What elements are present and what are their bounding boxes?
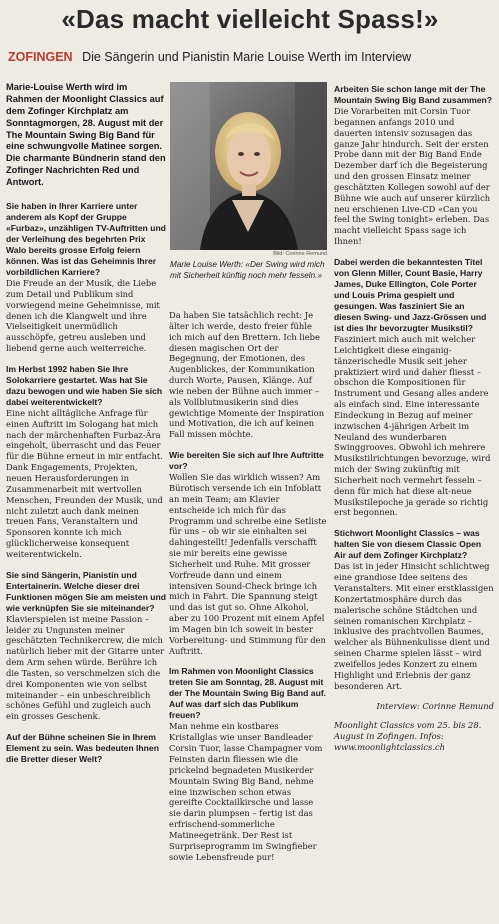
interview-signoff: Interview: Corinne Remund [376, 701, 494, 712]
kicker: ZOFINGEN [8, 50, 73, 64]
portrait-photo [170, 82, 327, 250]
answer: Eine nicht alltägliche Anfrage für einen Auftritt im Sologang hat mich nach der märchenhaften Furbaz-Ära eingeholt, überrascht und das Feuer für die Bühne erneut in mir entfacht. Dank Engagements, Projekten, neuen Herausforderungen in Zusammenarbeit mit wertvollen Menschen, Freunden der Musik, und nicht zuletzt auch dank meinen treuen Fans, Veranstaltern und Sponsoren konnte ich mich glücklicherweise konsequent weiterentwickeln. [6, 407, 163, 559]
question: Stichwort Moonlight Classics – was halten Sie von diesem Classic Open Air auf dem Zofinger Kirchplatz? [334, 528, 482, 561]
subtitle-row [8, 50, 494, 68]
column-3 [334, 84, 494, 753]
question: Im Rahmen von Moonlight Classics treten Sie am Sonntag, 28. August mit der The Mountain Swing Big Band auf. Auf was darf sich das Publikum freuen? [169, 666, 327, 721]
portrait-illustration [170, 82, 327, 250]
event-info-footer: Moonlight Classics vom 25. bis 28. August in Zofingen. Infos: www.moonlightclassics.ch [334, 720, 482, 752]
headline: «Das macht vielleicht Spass!» [61, 4, 439, 34]
photo-caption: Marie Louise Werth: «Der Swing wird mich mit Sicherheit künftig noch mehr fesseln.» [170, 260, 325, 280]
answer: Das ist in jeder Hinsicht schlichtweg eine grandiose Idee seitens des Veranstalters. Mit einer erstklassigen Konzertatmosphäre durch das malerische schöne Städtchen und seinen romanischen Kirchplatz – inklusive des prachtvollen Baumes, welcher als Bühnenkulisse dient und seinen Charme spielen lässt – wird zweifellos jedes Konzert zu einem Highlight und Erlebnis der ganz besonderen Art. [334, 561, 494, 691]
lead-paragraph: Marie-Louise Werth wird im Rahmen der Moonlight Classics auf dem Zofinger Kirchplatz am Sonntagmorgen, 28. August mit der The Mountain Swing Big Band für eine schwungvolle Matinee sorgen. Die charmante Bündnerin stand den Zofinger Nachrichten Red und Antwort. [6, 82, 166, 188]
question: Dabei werden die bekanntesten Titel von Glenn Miller, Count Basie, Harry James, Duke Ellington, Cole Porter und Louis Prima gespielt und gesungen. Was fasziniert Sie an diesen Swing- und Jazz-Grössen und ist dies Ihr bevorzugter Musikstil? [334, 256, 487, 333]
answer: Fasziniert mich auch mit welcher Leichtigkeit diese einganig-tänzerischedle Musik seit jeher praktiziert wird und daher fliesst – obschon die Kompositionen für Instrument und Gesang alles andere als einfach sind. Eine interessante Eindeckung in Bezug auf meiner inzwischen 4-jährigen Arbeit im Neuland des wunderbaren Swinggrooves. Obwohl ich mehrere Musikstilrichtungen bevorzuge, wird mich der Swing zukünftig mit Sicherheit noch vermehrt fesseln – denn für mich hat diese alt-neue Musikstilepoche ja gerade so richtig erst begonnen. [334, 333, 491, 518]
question: Wie bereiten Sie sich auf Ihre Auftritte vor? [169, 450, 324, 472]
answer: Man nehme ein kostbares Kristallglas wie unser Bandleader Corsin Tuor, lasse Champagner vom Feinsten darin fliessen wie die prickelnd begnadeten Musikerder Mountain Swing Big Band, nehme eine inzwischen schon etwas gereifte Cocktailkirsche und lasse sie darin plumpsen – fertig ist das erfrischend-sommerliche Matineegetränk. Der Rest ist Surpriseprogramm im Swingfieber sowie Lebensfreude pur! [169, 721, 323, 862]
question: Sie sind Sängerin, Pianistin und Entertainerin. Welche dieser drei Funktionen mögen Sie am meisten und wie verknüpfen Sie sie miteinander? [6, 569, 166, 613]
answer: Klavierspielen ist meine Passion – leider zu Ungunsten meiner geschätzten Technikercrew, die mich natürlich lieber mit der Gitarre unter dem Arm sehen würde. Berühre ich die Tasten, so verschmelzen sich die drei Komponenten wie von selbst miteinander – ein unbeschreiblich schönes Gefühl und zugleich auch ein grosses Geschenk. [6, 613, 165, 722]
column-2 [169, 310, 327, 872]
question: Sie haben in Ihrer Karriere unter anderem als Kopf der Gruppe «Furbaz», unzähligen TV-Auftritten und der Verleihung des begehrten Prix Walo bereits grosse Erfolg feiern können. Was ist das Geheimnis Ihrer vorbildlichen Karriere? [6, 201, 166, 278]
answer: Wollen Sie das wirklich wissen? Am Bürotisch versende ich ein Infoblatt an mein Team; am Klavier entscheide ich mich für das Programm und schreibe eine Setliste für uns – ob wir sie einhalten sei dahingestellt! Jedenfalls verschafft sie mir bereits eine gewisse Sicherheit und Ruhe. Mit grosser Vorfreude dann und einem intensiven Sound-Check bringe ich mich in Fahrt. Die Spannung steigt und das ist gut so. Ohne Alkohol, aber zu 100 Prozent mit einem Apfel im Magen bin ich soweit in bester Vorbereitung- und Stimmung für den Auftritt. [169, 472, 327, 656]
photo-credit: Bild: Corinne Remund [273, 251, 327, 257]
question: Arbeiten Sie schon lange mit der The Mountain Swing Big Band zusammen? [334, 84, 493, 105]
column-1 [6, 82, 166, 765]
subtitle: Die Sängerin und Pianistin Marie Louise Werth im Interview [82, 50, 412, 64]
question: Im Herbst 1992 haben Sie Ihre Solokarriere gestartet. Was hat Sie dazu bewogen und wie haben Sie sich dabei weiterentwickelt? [6, 363, 163, 407]
answer: Die Vorarbeiten mit Corsin Tuor begannen anfangs 2010 und dauerten intensiv sozusagen das ganze Jahr hindurch. Seit der ersten Probe dann mit der Big Band Ende Dezember darf ich die Begeisterung und den grossen Einsatz meiner geschätzten Kollegen sowohl auf der Bühne wie auch auf unserer kürzlich neu erschienen Live-CD «Can you feel the Swing tonight» erleben. Das macht vielleicht Spass sage ich Ihnen! [334, 106, 491, 247]
answer: Die Freude an der Musik, die Liebe zum Detail und Publikum sind vorwiegend meine Geheimnisse, mit denen ich die Klangwelt und ihre Vielseitigkeit unermüdlich ausschöpfe, getreu ausleben und liebend gerne auch weiterreiche. [6, 278, 160, 354]
answer: Da haben Sie tatsächlich recht: Je älter ich werde, desto freier fühle ich mich auf den Brettern. Ich liebe diesen magischen Ort der Begegnung, der Emotionen, des Augenblickes, der Kommunikation durch Worte, Pausen, Klänge. Auf wie neben der Bühne auch immer – als Vollblutmusikerin sind dies gewichtige Momente der Inspiration und Motivation, die ich auf keinen Fall missen möchte. [169, 310, 325, 440]
question: Auf der Bühne scheinen Sie in Ihrem Element zu sein. Was bedeuten Ihnen die Bretter dieser Welt? [6, 732, 159, 765]
